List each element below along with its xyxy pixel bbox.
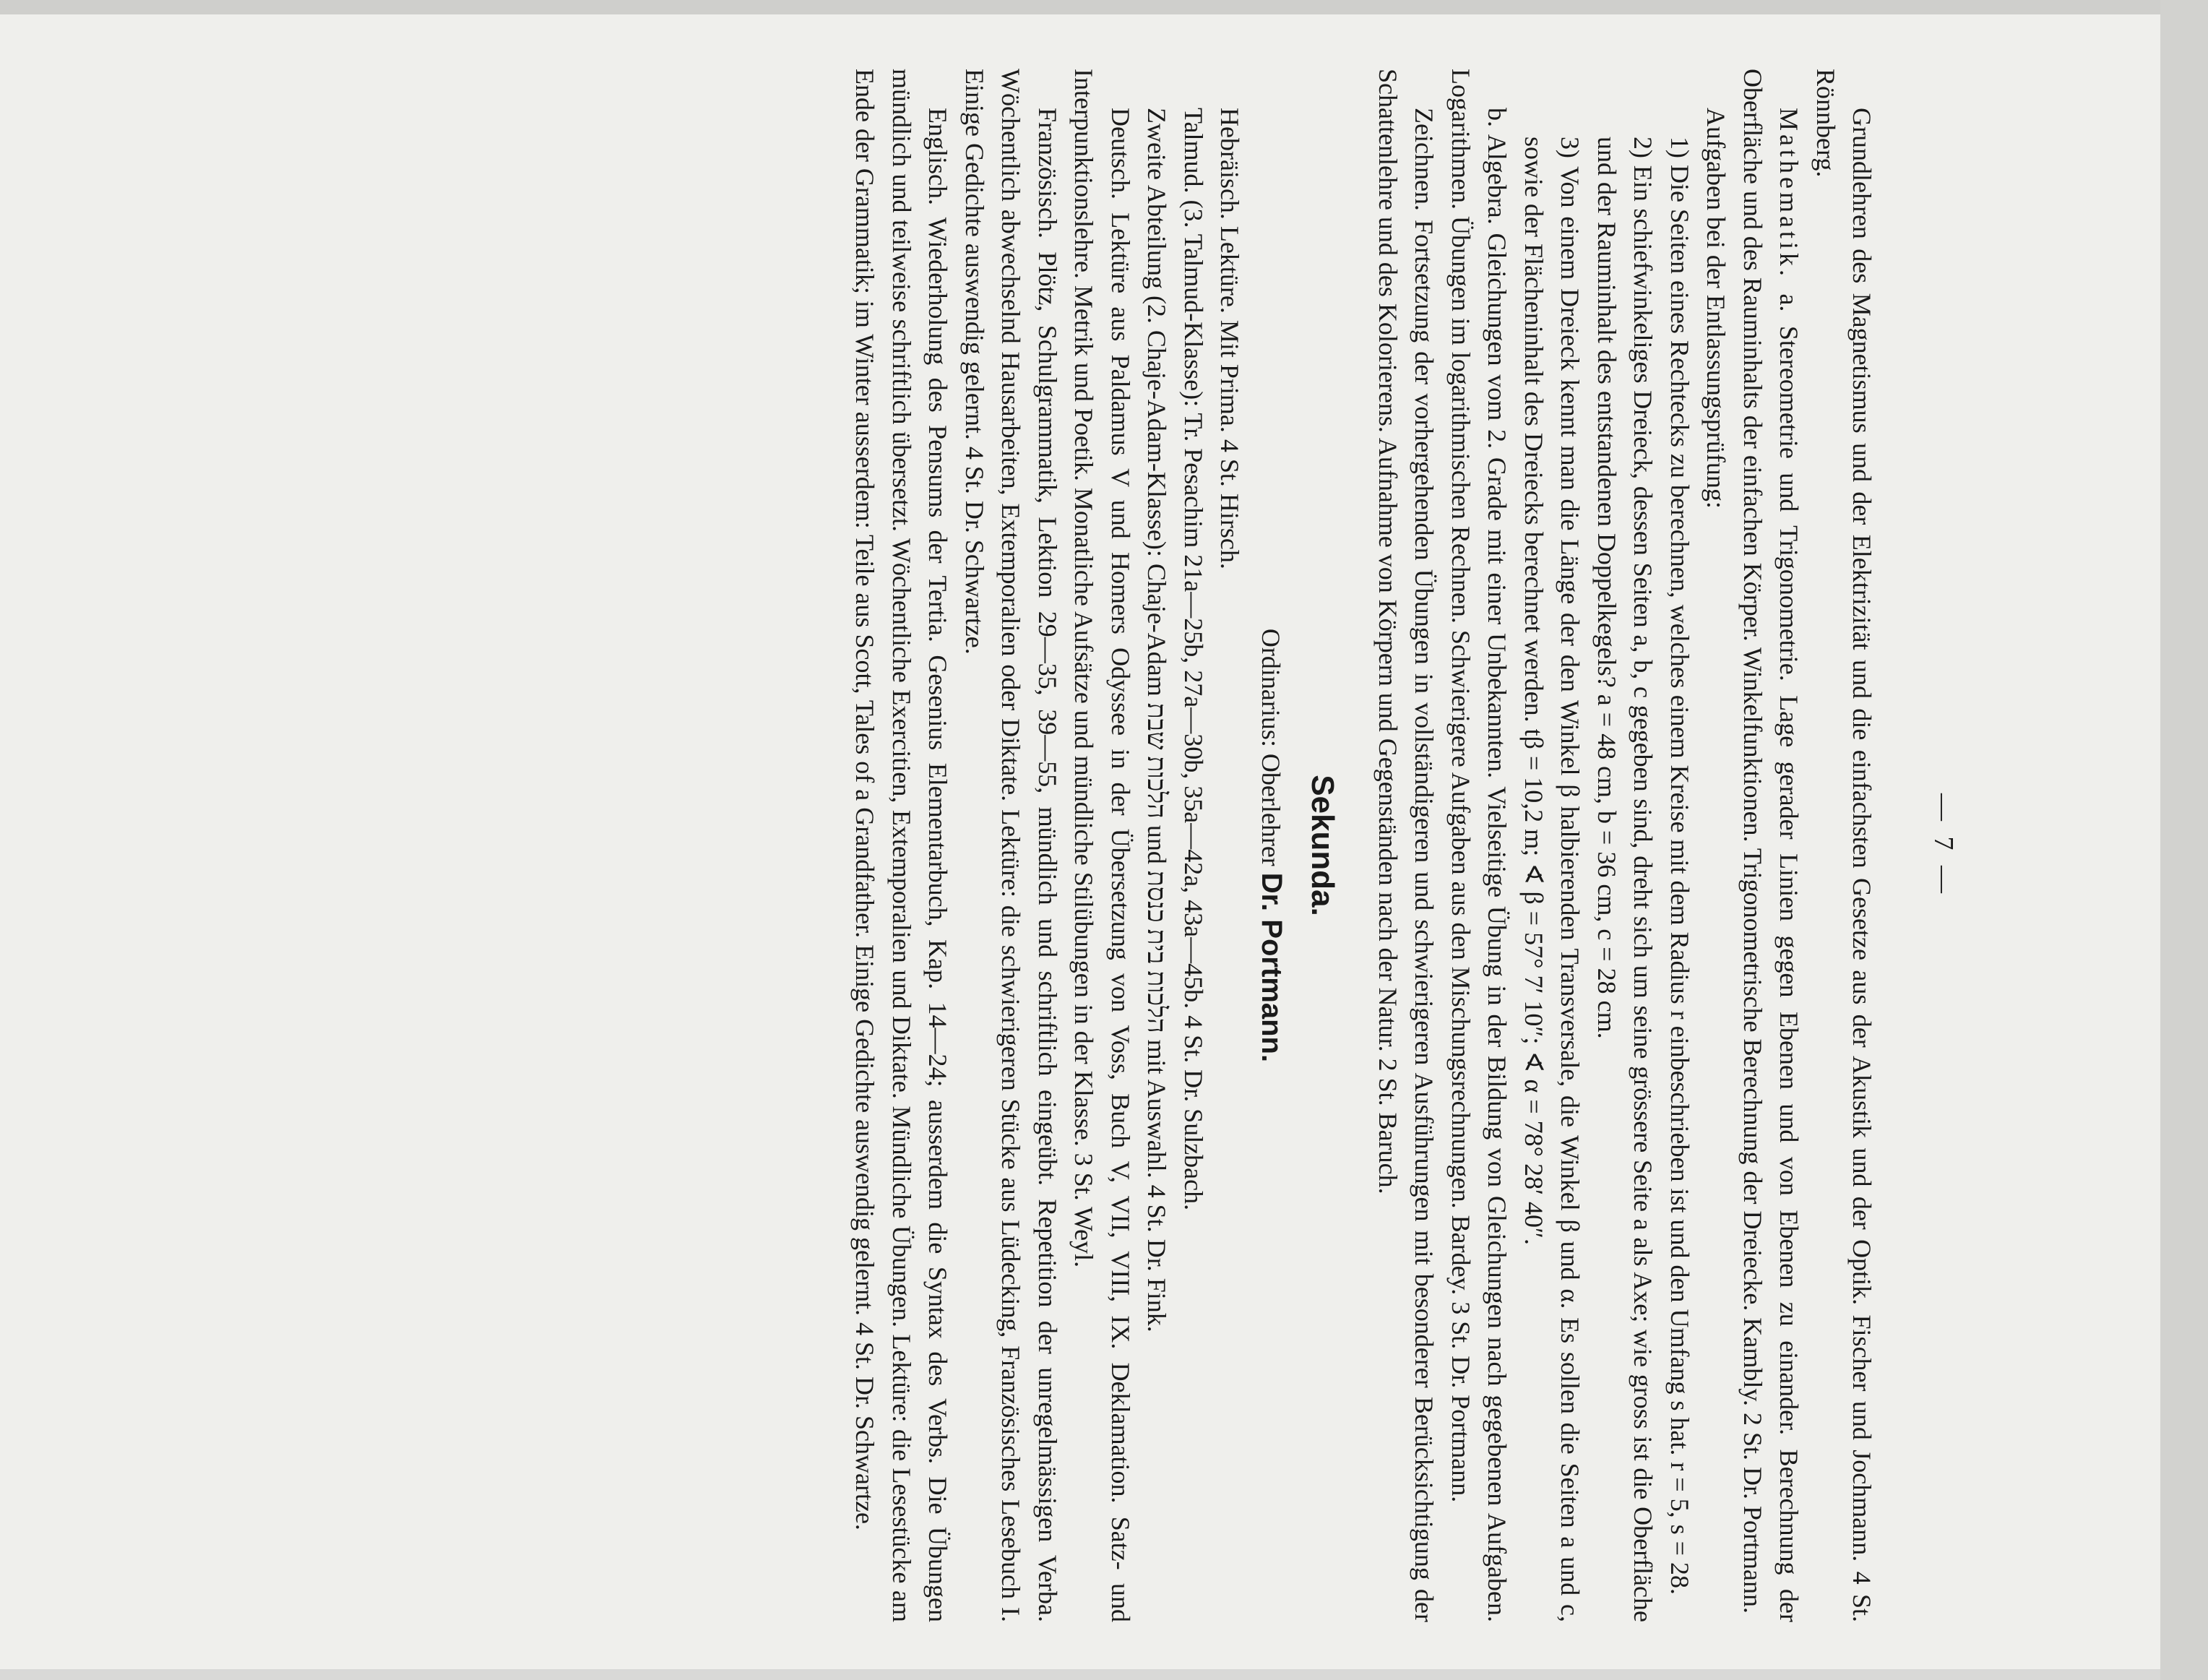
ordinarius-name: Dr. Portmann. — [1256, 872, 1288, 1063]
exam-task-1: 1) Die Seiten eines Rechtecks zu berechnen, welches einem Kreise mit dem Radius r einbeschrieben ist und den Umfang s hat. r = 5, s = 28. — [1665, 137, 1694, 1595]
rotated-text-block — [235, 69, 1962, 1622]
page-number: — 7 — — [1928, 793, 1959, 897]
ordinarius-line — [1253, 69, 1290, 1622]
exam-task-3: 3) Von einem Dreieck kennt man die Länge der den Winkel β halbierenden Transversale, die Winkel β und α. Es sollen die Seiten a und c, sowie der Flächeninhalt des Dreiecks berechnet werden. tβ = 10,2 m; ∢ β = 57° 7′ 10″; ∢ α = 78° 28′ 40″. — [1519, 137, 1585, 1623]
paragraph-exam-tasks: Aufgaben bei der Entlassungsprüfung: — [1702, 108, 1731, 509]
section-heading-sekunda: Sekunda. — [1305, 775, 1341, 916]
scan-right-shadow — [2160, 0, 2208, 1680]
paragraph-drawing: Zeichnen. Fortsetzung der vorhergehenden Übungen in vollständigeren und schwierigeren Ausführungen mit besonderer Berücksichtigung der Schattenlehre und des Kolorierens. Aufnahme von Körpern und Gegenständen nach der Natur. 2 St. Baruch. — [1373, 69, 1439, 1622]
paragraph-hebrew: Hebräisch. Lektüre. Mit Prima. 4 St. Hirsch. — [1215, 108, 1245, 569]
ordinarius-prefix: Ordinarius: Oberlehrer — [1256, 628, 1285, 866]
subject-mathematik: Mathematik. — [1774, 108, 1804, 280]
paragraph-physics: Grundlehren des Magnetismus und der Elektrizität und die einfachsten Gesetze aus der Akustik und der Optik. Fischer und Jochmann. 4 St. Rönnberg. — [1811, 69, 1877, 1622]
paragraph-english: Englisch. Wiederholung des Pensums der Tertia. Gesenius Elementarbuch, Kap. 14—24; ausserdem die Syntax des Verbs. Die Übungen mündlich und teilweise schriftlich übersetzt. Wöchentliche Exercitien, Extemporalien und Diktate. Mündliche Übungen. Lektüre: die Lesestücke am Ende der Grammatik; im Winter ausserdem: Teile aus Scott, Tales of a Grandfather. Einige Gedichte auswendig gelernt. 4 St. Dr. Schwartze. — [850, 69, 953, 1622]
paragraph-french: Französisch. Plötz, Schulgrammatik, Lektion 29—35, 39—55, mündlich und schriftlich eingeübt. Repetition der unregelmässigen Verba. Wöchentlich abwechselnd Hausarbeiten, Extemporalien oder Diktate. Lektüre: die schwierigeren Stücke aus Lüdecking, Französisches Lesebuch I. Einige Gedichte auswendig gelernt. 4 St. Dr. Schwartze. — [960, 69, 1062, 1622]
paragraph-algebra: b. Algebra. Gleichungen vom 2. Grade mit einer Unbekannten. Vielseitige Übung in der Bildung von Gleichungen nach gegebenen Aufgaben. Logarithmen. Übungen im logarithmischen Rechnen. Schwierigere Aufgaben aus den Mischungsrechnungen. Bardey. 3 St. Dr. Portmann. — [1446, 69, 1512, 1622]
paragraph-mathematics — [1735, 69, 1808, 1622]
paragraph-german: Deutsch. Lektüre aus Paldamus V und Homers Odyssee in der Übersetzung von Voss, Buch V, VII, VIII, IX. Deklamation. Satz- und Interpunktionslehre. Metrik und Poetik. Monatliche Aufsätze und mündliche Stilübungen in der Klasse. 3 St. Weyl. — [1069, 69, 1135, 1622]
scanned-page — [0, 14, 2162, 1669]
mathematik-text: a. Stereometrie und Trigonometrie. Lage gerader Linien gegen Ebenen und von Ebenen zu einander. Berechnung der Oberfläche und des Rauminhalts der einfachen Körper. Winkelfunktionen. Trigonometrische Berechnung der Dreiecke. Kambly. 2 St. Dr. Portmann. — [1738, 69, 1804, 1623]
exam-task-2: 2) Ein schiefwinkeliges Dreieck, dessen Seiten a, b, c gegeben sind, dreht sich um seine grössere Seite a als Axe; wie gross ist die Oberfläche und der Rauminhalt des entstandenen Doppelkegels? a = 48 cm, b = 36 cm, c = 28 cm. — [1592, 137, 1658, 1622]
scan-top-edge — [0, 0, 2208, 16]
paragraph-chaje-adam: Zweite Abteilung (2. Chaje-Adam-Klasse): Chaje-Adam הלכות שבת und הלכות בית כנסת mit Auswahl. 4 St. Dr. Fink. — [1142, 108, 1172, 1332]
paragraph-talmud: Talmud. (3. Talmud-Klasse): Tr. Pesachim 21a—25b, 27a—30b, 35a—42a, 43a—45b. 4 St. Dr. Sulzbach. — [1179, 108, 1208, 1211]
